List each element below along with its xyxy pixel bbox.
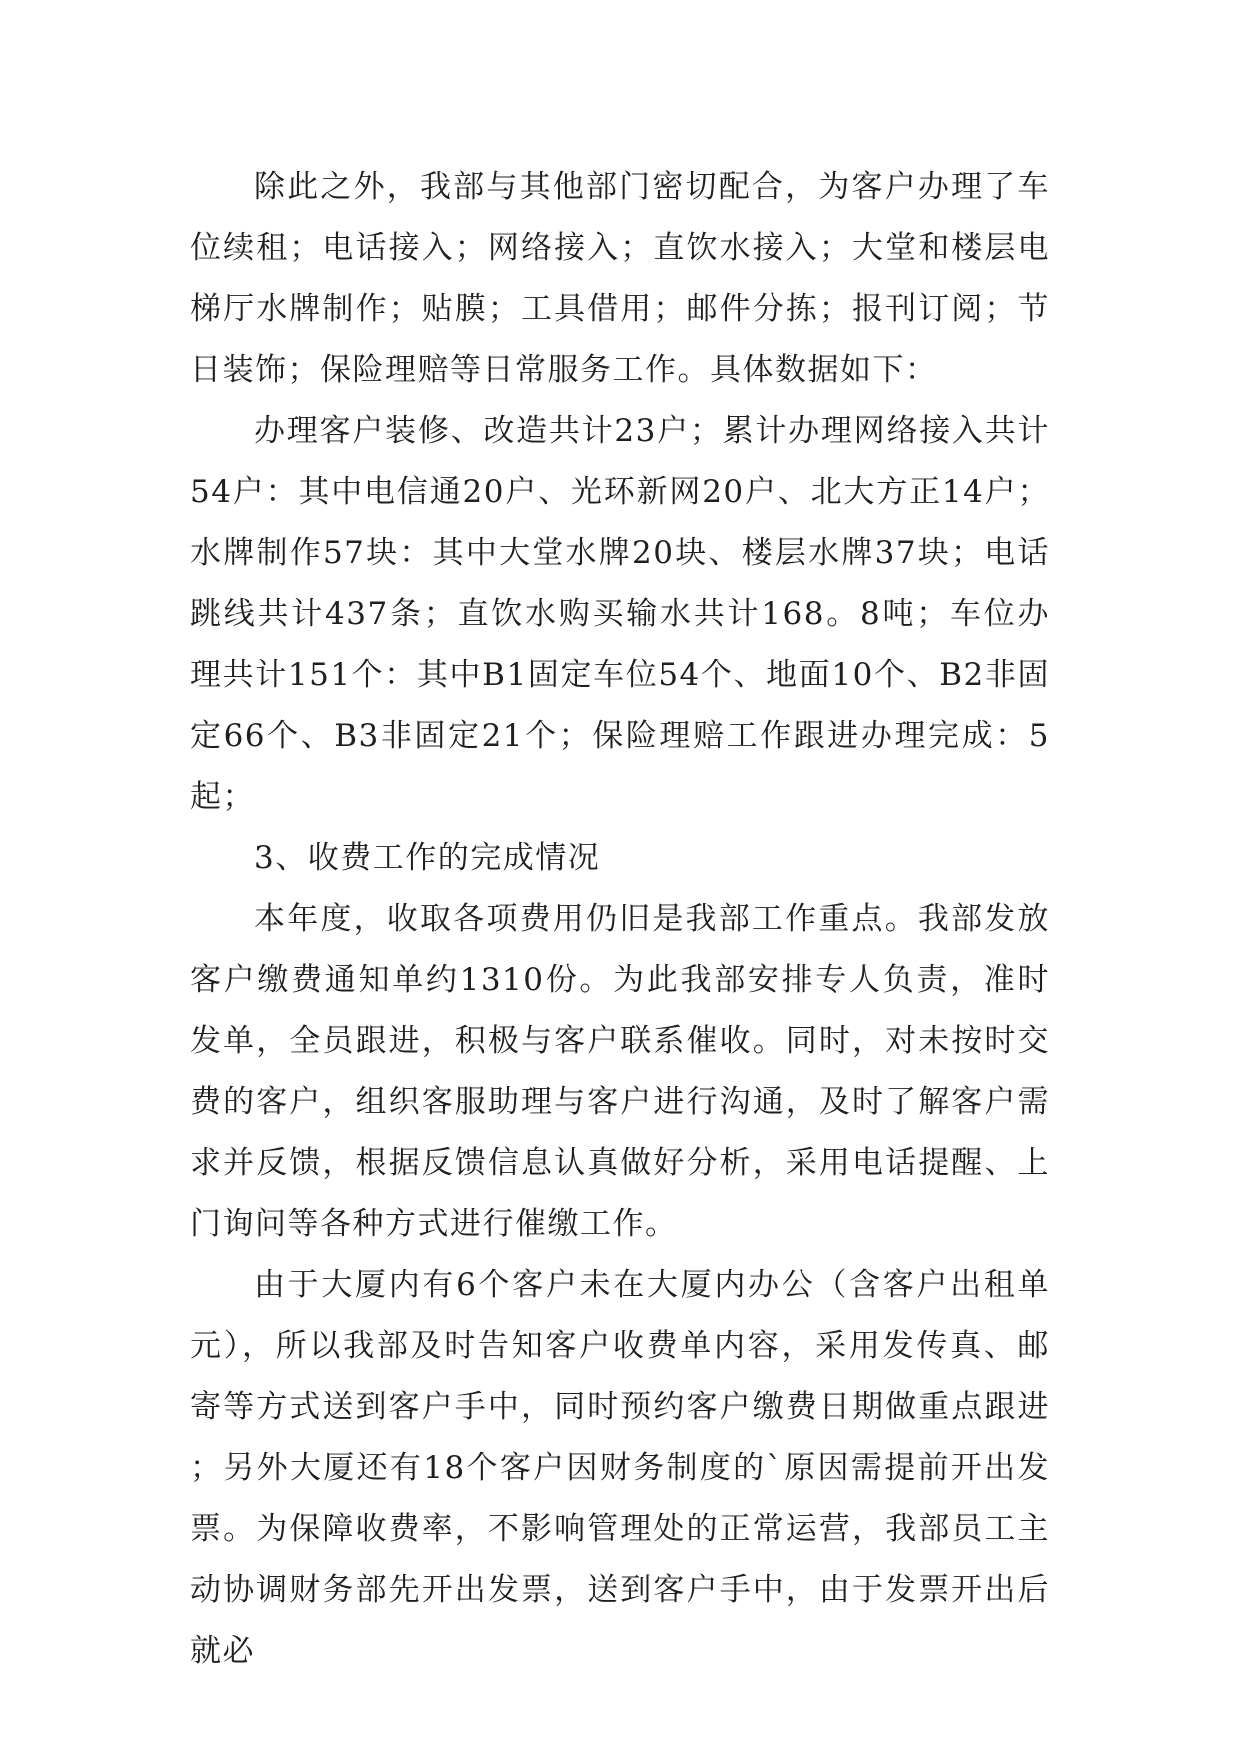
paragraph-invoices: 由于大厦内有6个客户未在大厦内办公（含客户出租单元），所以我部及时告知客户收费单内容，采用发传真、邮寄等方式送到客户手中，同时预约客户缴费日期做重点跟进；另外大厦还有18个客户因财务制度的`原因需提前开出发票。为保障收费率，不影响管理处的正常运营，我部员工主动协调财务部先开出发票，送到客户手中，由于发票开出后就必 (190, 1267, 1050, 1669)
document-body (190, 157, 1050, 1682)
paragraph-services: 除此之外，我部与其他部门密切配合，为客户办理了车位续租；电话接入；网络接入；直饮水接入；大堂和楼层电梯厅水牌制作；贴膜；工具借用；邮件分拣；报刊订阅；节日装饰；保险理赔等日常服务工作。具体数据如下： (190, 169, 1050, 388)
paragraph-fee-collection: 本年度，收取各项费用仍旧是我部工作重点。我部发放客户缴费通知单约1310份。为此我部安排专人负责，准时发单，全员跟进，积极与客户联系催收。同时，对未按时交费的客户，组织客服助理与客户进行沟通，及时了解客户需求并反馈，根据反馈信息认真做好分析，采用电话提醒、上门询问等各种方式进行催缴工作。 (190, 901, 1050, 1242)
paragraph-statistics: 办理客户装修、改造共计23户；累计办理网络接入共计54户：其中电信通20户、光环新网20户、北大方正14户；水牌制作57块：其中大堂水牌20块、楼层水牌37块；电话跳线共计437条；直饮水购买输水共计168。8吨；车位办理共计151个：其中B1固定车位54个、地面10个、B2非固定66个、B3非固定21个；保险理赔工作跟进办理完成：5起； (190, 413, 1050, 815)
section-heading-fee-collection: 3、收费工作的完成情况 (254, 840, 601, 876)
